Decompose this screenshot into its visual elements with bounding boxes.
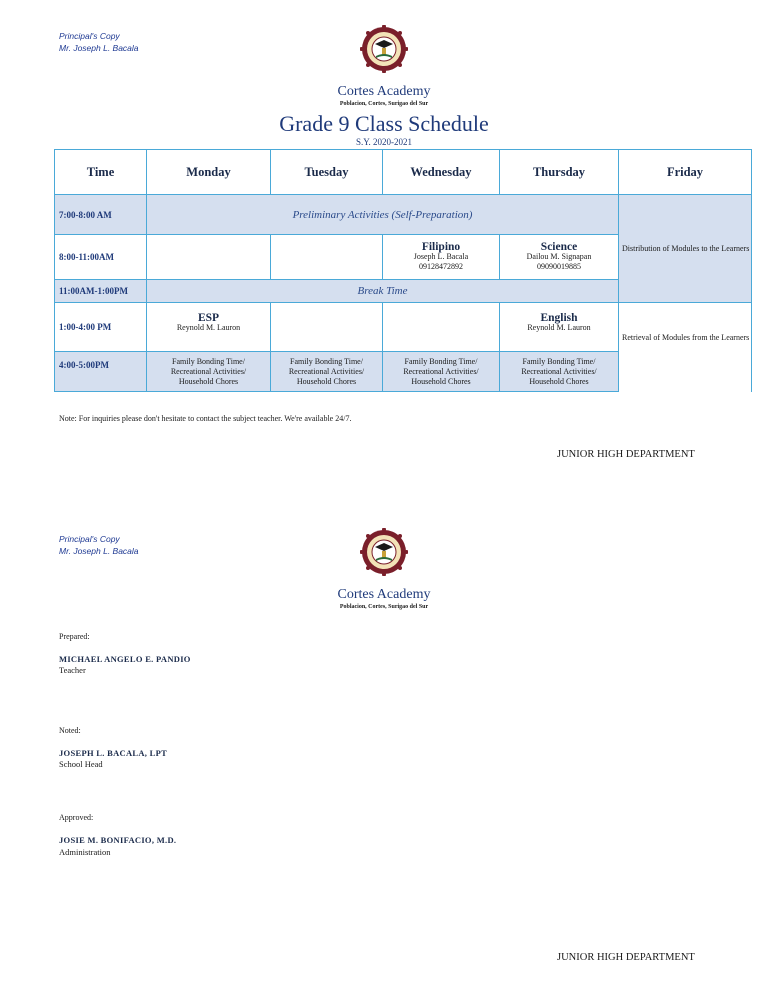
family-line: Household Chores	[411, 376, 471, 386]
esp-cell	[147, 303, 271, 352]
col-tuesday: Tuesday	[271, 150, 383, 195]
copy-line-2: Mr. Joseph L. Bacala	[59, 43, 139, 53]
filipino-cell	[383, 235, 500, 280]
time-cell: 1:00-4:00 PM	[55, 303, 147, 352]
empty-cell	[147, 235, 271, 280]
subject-name: Science	[540, 241, 578, 253]
family-line: Recreational Activities/	[521, 366, 597, 376]
school-year: S.Y. 2020-2021	[355, 137, 413, 147]
family-line: Recreational Activities/	[403, 366, 479, 376]
family-cell-wednesday	[383, 352, 500, 392]
english-cell	[500, 303, 619, 352]
inquiry-note: Note: For inquiries please don't hesitate to contact the subject teacher. We're available 24/7.	[59, 414, 352, 423]
family-line: Household Chores	[296, 376, 357, 386]
teacher-name: Dailou M. Signapan	[526, 252, 592, 261]
empty-cell	[271, 303, 383, 352]
copy-line-1: Principal's Copy	[59, 31, 120, 41]
science-cell	[500, 235, 619, 280]
academy-name: Cortes Academy	[337, 587, 431, 602]
family-line: Family Bonding Time/	[404, 356, 478, 366]
principal-copy-label	[59, 30, 139, 54]
col-friday: Friday	[619, 150, 752, 195]
prepared-label: Prepared:	[59, 632, 90, 641]
col-time: Time	[55, 150, 147, 195]
col-thursday: Thursday	[500, 150, 619, 195]
family-cell-tuesday	[271, 352, 383, 392]
subject-name: English	[540, 312, 578, 324]
empty-cell	[271, 235, 383, 280]
approved-name: JOSIE M. BONIFACIO, M.D.	[59, 835, 177, 845]
break-time: Break Time	[147, 280, 619, 303]
subject-name: Filipino	[421, 241, 461, 253]
table-row	[55, 303, 752, 352]
empty-cell	[383, 303, 500, 352]
prepared-role: Teacher	[59, 665, 86, 675]
family-cell-thursday	[500, 352, 619, 392]
principal-copy-label	[59, 533, 139, 557]
department-label: JUNIOR HIGH DEPARTMENT	[557, 952, 695, 963]
friday-retrieval: Retrieval of Modules from the Learners	[619, 303, 752, 392]
family-line: Household Chores	[529, 376, 589, 386]
teacher-name: Reynold M. Lauron	[176, 323, 241, 332]
family-line: Recreational Activities/	[288, 366, 365, 376]
page-title: Grade 9 Class Schedule	[279, 111, 489, 136]
family-line: Recreational Activities/	[170, 366, 247, 376]
time-cell: 4:00-5:00PM	[55, 352, 147, 392]
noted-role: School Head	[59, 759, 103, 769]
family-line: Family Bonding Time/	[290, 356, 363, 366]
approved-role: Administration	[59, 847, 111, 857]
time-cell: 7:00-8:00 AM	[55, 195, 147, 235]
department-label: JUNIOR HIGH DEPARTMENT	[557, 449, 695, 460]
copy-line-1: Principal's Copy	[59, 534, 120, 544]
teacher-phone: 09090019885	[537, 262, 581, 271]
teacher-phone: 09128472892	[419, 262, 463, 271]
schedule-table	[54, 149, 752, 392]
col-wednesday: Wednesday	[383, 150, 500, 195]
approved-label: Approved:	[59, 813, 94, 822]
family-line: Family Bonding Time/	[522, 356, 596, 366]
academy-name: Cortes Academy	[337, 84, 431, 99]
teacher-name: Reynold M. Lauron	[527, 323, 591, 332]
prepared-name: MICHAEL ANGELO E. PANDIO	[59, 654, 191, 664]
table-row	[55, 195, 752, 235]
family-line: Family Bonding Time/	[172, 356, 245, 366]
academy-address: Poblacion, Cortes, Surigao del Sur	[339, 604, 429, 610]
teacher-name: Joseph L. Bacala	[413, 252, 469, 261]
time-cell: 11:00AM-1:00PM	[55, 280, 147, 303]
family-cell-monday	[147, 352, 271, 392]
col-monday: Monday	[147, 150, 271, 195]
friday-distribution: Distribution of Modules to the Learners	[619, 195, 752, 303]
preliminary-activities: Preliminary Activities (Self-Preparation)	[147, 195, 619, 235]
copy-line-2: Mr. Joseph L. Bacala	[59, 546, 139, 556]
family-line: Household Chores	[178, 376, 239, 386]
academy-address: Poblacion, Cortes, Surigao del Sur	[339, 101, 429, 107]
school-seal-logo	[360, 25, 408, 73]
school-seal-logo	[360, 528, 408, 576]
noted-label: Noted:	[59, 726, 81, 735]
noted-name: JOSEPH L. BACALA, LPT	[59, 748, 168, 758]
header-row	[55, 150, 752, 195]
time-cell: 8:00-11:00AM	[55, 235, 147, 280]
subject-name: ESP	[197, 312, 220, 324]
